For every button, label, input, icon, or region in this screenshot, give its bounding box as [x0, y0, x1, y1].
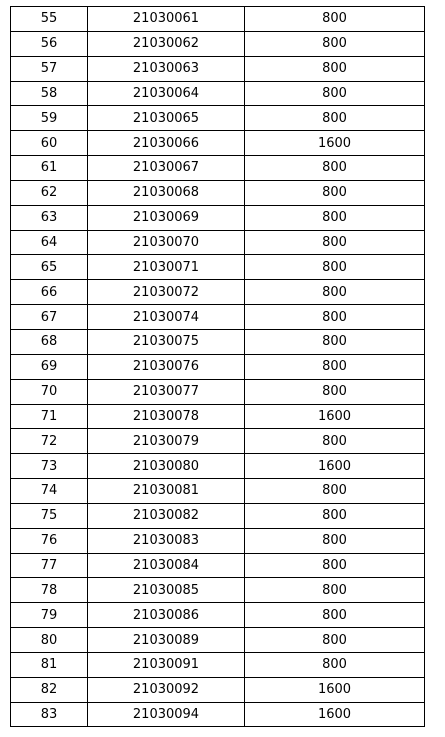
row-index-cell: 72 — [11, 429, 88, 454]
table-row — [11, 354, 425, 379]
table-row — [11, 305, 425, 330]
table-row — [11, 578, 425, 603]
table-row — [11, 81, 425, 106]
amount-cell: 800 — [245, 329, 425, 354]
row-index-cell: 58 — [11, 81, 88, 106]
table-row — [11, 255, 425, 280]
table-row — [11, 329, 425, 354]
table-row — [11, 7, 425, 32]
data-table-container — [10, 6, 424, 727]
table-row — [11, 404, 425, 429]
amount-cell: 800 — [245, 528, 425, 553]
id-cell: 21030062 — [88, 31, 245, 56]
row-index-cell: 79 — [11, 603, 88, 628]
table-row — [11, 503, 425, 528]
row-index-cell: 68 — [11, 329, 88, 354]
row-index-cell: 67 — [11, 305, 88, 330]
amount-cell: 800 — [245, 354, 425, 379]
table-row — [11, 652, 425, 677]
table-row — [11, 702, 425, 727]
amount-cell: 800 — [245, 156, 425, 181]
row-index-cell: 80 — [11, 628, 88, 653]
id-cell: 21030082 — [88, 503, 245, 528]
table-row — [11, 479, 425, 504]
amount-cell: 800 — [245, 479, 425, 504]
table-body — [11, 7, 425, 727]
amount-cell: 800 — [245, 7, 425, 32]
row-index-cell: 83 — [11, 702, 88, 727]
amount-cell: 800 — [245, 628, 425, 653]
amount-cell: 1600 — [245, 454, 425, 479]
amount-cell: 800 — [245, 379, 425, 404]
id-cell: 21030063 — [88, 56, 245, 81]
amount-cell: 800 — [245, 106, 425, 131]
amount-cell: 800 — [245, 305, 425, 330]
table-row — [11, 528, 425, 553]
row-index-cell: 61 — [11, 156, 88, 181]
row-index-cell: 76 — [11, 528, 88, 553]
table-row — [11, 280, 425, 305]
table-row — [11, 454, 425, 479]
amount-cell: 800 — [245, 603, 425, 628]
row-index-cell: 55 — [11, 7, 88, 32]
amount-cell: 800 — [245, 31, 425, 56]
table-row — [11, 31, 425, 56]
id-cell: 21030077 — [88, 379, 245, 404]
table-row — [11, 156, 425, 181]
table-row — [11, 677, 425, 702]
id-cell: 21030067 — [88, 156, 245, 181]
table-row — [11, 553, 425, 578]
row-index-cell: 75 — [11, 503, 88, 528]
row-index-cell: 82 — [11, 677, 88, 702]
table-row — [11, 230, 425, 255]
amount-cell: 800 — [245, 429, 425, 454]
id-cell: 21030091 — [88, 652, 245, 677]
row-index-cell: 57 — [11, 56, 88, 81]
id-cell: 21030069 — [88, 205, 245, 230]
amount-cell: 1600 — [245, 131, 425, 156]
table-row — [11, 603, 425, 628]
row-index-cell: 77 — [11, 553, 88, 578]
id-cell: 21030066 — [88, 131, 245, 156]
amount-cell: 800 — [245, 180, 425, 205]
table-row — [11, 180, 425, 205]
id-cell: 21030072 — [88, 280, 245, 305]
table-row — [11, 205, 425, 230]
row-index-cell: 62 — [11, 180, 88, 205]
id-cell: 21030081 — [88, 479, 245, 504]
id-cell: 21030068 — [88, 180, 245, 205]
row-index-cell: 65 — [11, 255, 88, 280]
row-index-cell: 74 — [11, 479, 88, 504]
amount-cell: 800 — [245, 230, 425, 255]
id-cell: 21030079 — [88, 429, 245, 454]
table-row — [11, 379, 425, 404]
amount-cell: 1600 — [245, 404, 425, 429]
id-cell: 21030061 — [88, 7, 245, 32]
id-cell: 21030086 — [88, 603, 245, 628]
id-cell: 21030089 — [88, 628, 245, 653]
id-cell: 21030085 — [88, 578, 245, 603]
id-cell: 21030078 — [88, 404, 245, 429]
data-table — [10, 6, 425, 727]
table-row — [11, 628, 425, 653]
id-cell: 21030080 — [88, 454, 245, 479]
table-row — [11, 56, 425, 81]
table-row — [11, 429, 425, 454]
row-index-cell: 63 — [11, 205, 88, 230]
id-cell: 21030092 — [88, 677, 245, 702]
id-cell: 21030084 — [88, 553, 245, 578]
row-index-cell: 78 — [11, 578, 88, 603]
amount-cell: 800 — [245, 652, 425, 677]
amount-cell: 1600 — [245, 702, 425, 727]
id-cell: 21030064 — [88, 81, 245, 106]
id-cell: 21030094 — [88, 702, 245, 727]
amount-cell: 800 — [245, 255, 425, 280]
table-row — [11, 106, 425, 131]
id-cell: 21030076 — [88, 354, 245, 379]
id-cell: 21030083 — [88, 528, 245, 553]
row-index-cell: 56 — [11, 31, 88, 56]
row-index-cell: 69 — [11, 354, 88, 379]
id-cell: 21030070 — [88, 230, 245, 255]
amount-cell: 800 — [245, 578, 425, 603]
row-index-cell: 70 — [11, 379, 88, 404]
amount-cell: 800 — [245, 280, 425, 305]
id-cell: 21030074 — [88, 305, 245, 330]
row-index-cell: 73 — [11, 454, 88, 479]
amount-cell: 800 — [245, 56, 425, 81]
table-row — [11, 131, 425, 156]
row-index-cell: 59 — [11, 106, 88, 131]
id-cell: 21030075 — [88, 329, 245, 354]
id-cell: 21030071 — [88, 255, 245, 280]
amount-cell: 800 — [245, 503, 425, 528]
row-index-cell: 71 — [11, 404, 88, 429]
id-cell: 21030065 — [88, 106, 245, 131]
row-index-cell: 81 — [11, 652, 88, 677]
amount-cell: 800 — [245, 81, 425, 106]
row-index-cell: 64 — [11, 230, 88, 255]
row-index-cell: 66 — [11, 280, 88, 305]
amount-cell: 1600 — [245, 677, 425, 702]
amount-cell: 800 — [245, 205, 425, 230]
row-index-cell: 60 — [11, 131, 88, 156]
amount-cell: 800 — [245, 553, 425, 578]
